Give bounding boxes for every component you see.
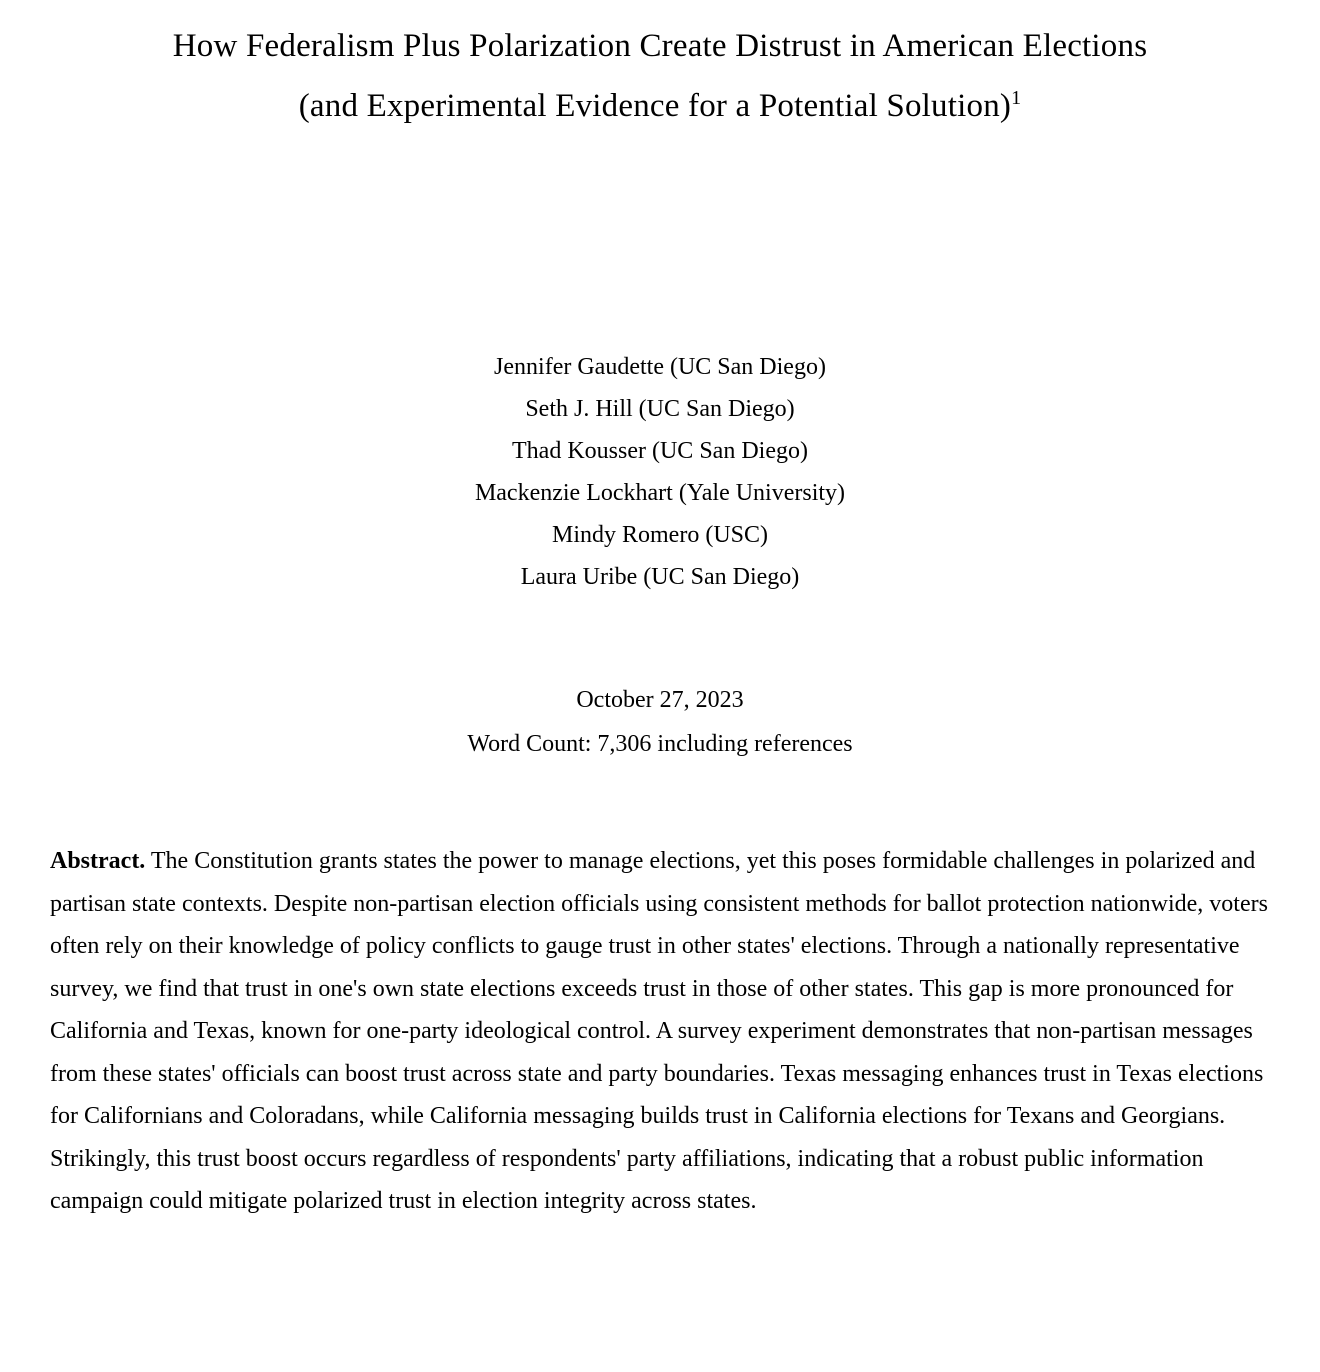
paper-title-line-1: How Federalism Plus Polarization Create Distrust in American Elections: [172, 28, 1148, 64]
author-line: Laura Uribe (UC San Diego): [520, 564, 800, 590]
paper-subtitle-text: (and Experimental Evidence for a Potential Solution): [298, 88, 1012, 124]
author-line: Jennifer Gaudette (UC San Diego): [494, 354, 826, 380]
abstract-label: Abstract.: [50, 848, 146, 874]
paper-title-line-2: [50, 76, 1270, 136]
word-count: Word Count: 7,306 including references: [467, 731, 853, 757]
footnote-marker: 1: [1011, 87, 1022, 109]
author-line: Mackenzie Lockhart (Yale University): [474, 480, 846, 506]
author-list: [50, 346, 1270, 598]
author-line: Seth J. Hill (UC San Diego): [525, 396, 795, 422]
abstract: [50, 840, 1272, 1223]
paper-title: [50, 0, 1270, 136]
author-line: Mindy Romero (USC): [552, 522, 768, 548]
date-wordcount-block: [50, 678, 1270, 766]
author-line: Thad Kousser (UC San Diego): [512, 438, 808, 464]
paper-date: October 27, 2023: [576, 687, 744, 713]
abstract-text: The Constitution grants states the power to manage elections, yet this poses formidable challenges in polarized and partisan state contexts. Despite non-partisan election officials using consistent methods for ballot protection nationwide, voters often rely on their knowledge of policy conflicts to gauge trust in other states' elections. Through a nationally representative survey, we find that trust in one's own state elections exceeds trust in those of other states. This gap is more pronounced for California and Texas, known for one-party ideological control. A survey experiment demonstrates that non-partisan messages from these states' officials can boost trust across state and party boundaries. Texas messaging enhances trust in Texas elections for Californians and Coloradans, while California messaging builds trust in California elections for Texans and Georgians. Strikingly, this trust boost occurs regardless of respondents' party affiliations, indicating that a robust public information campaign could mitigate polarized trust in election integrity across states.: [50, 848, 1268, 1214]
